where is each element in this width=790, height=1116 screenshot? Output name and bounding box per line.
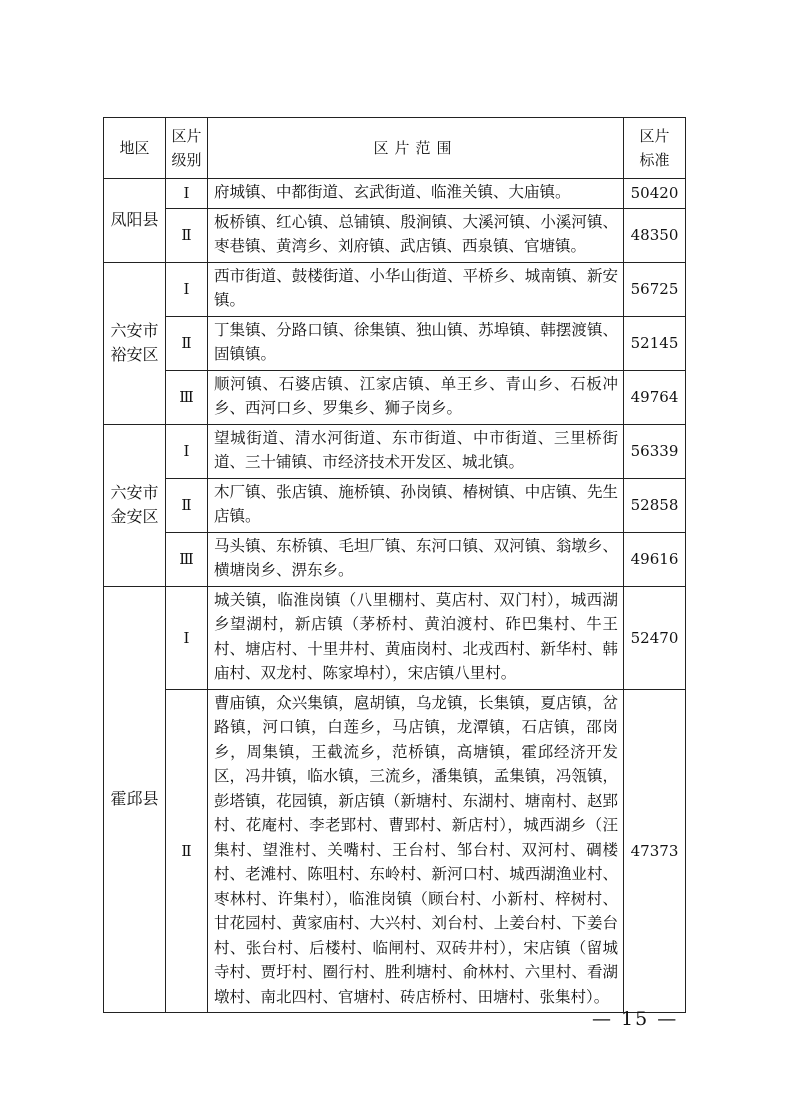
- standard-cell: 47373: [624, 689, 686, 1013]
- header-standard: 区片 标准: [624, 118, 686, 179]
- level-cell: Ⅰ: [166, 586, 208, 689]
- table-header-row: [104, 118, 686, 179]
- range-cell: 府城镇、中都街道、玄武街道、临淮关镇、大庙镇。: [208, 179, 624, 209]
- standard-cell: 56725: [624, 262, 686, 316]
- level-cell: Ⅱ: [166, 689, 208, 1013]
- range-cell: 曹庙镇，众兴集镇，扈胡镇，乌龙镇，长集镇，夏店镇，岔路镇，河口镇，白莲乡，马店镇，龙潭镇，石店镇，邵岗乡，周集镇，王截流乡，范桥镇，高塘镇，霍邱经济开发区，冯井镇，临水镇，三流乡，潘集镇，孟集镇，冯瓴镇，彭塔镇，花园镇，新店镇（新塘村、东湖村、塘南村、赵郢村、花庵村、李老郢村、曹郢村、新店村），城西湖乡（汪集村、望淮村、关嘴村、王台村、邹台村、双河村、碉楼村、老滩村、陈咀村、东岭村、新河口村、城西湖渔业村、枣林村、许集村），临淮岗镇（顾台村、小新村、梓树村、甘花园村、黄家庙村、大兴村、刘台村、上姜台村、下姜台村、张台村、后楼村、临闸村、双砖井村），宋店镇（留城寺村、贾圩村、圈行村、胜利塘村、俞林村、六里村、看湖墩村、南北四村、官塘村、砖店桥村、田塘村、张集村）。: [208, 689, 624, 1013]
- standard-cell: 49764: [624, 370, 686, 424]
- level-cell: Ⅱ: [166, 208, 208, 262]
- region-cell-yuan: 六安市 裕安区: [104, 262, 166, 424]
- region-cell-fengyang: 凤阳县: [104, 179, 166, 263]
- land-price-table-container: [103, 117, 685, 1013]
- table-row: [104, 689, 686, 1013]
- level-cell: Ⅰ: [166, 179, 208, 209]
- range-cell: 马头镇、东桥镇、毛坦厂镇、东河口镇、双河镇、翁墩乡、横塘岗乡、淠东乡。: [208, 532, 624, 586]
- range-cell: 城关镇，临淮岗镇（八里棚村、莫店村、双门村），城西湖乡望湖村，新店镇（茅桥村、黄泊渡村、砟巴集村、牛王村、塘店村、十里井村、黄庙岗村、北戎西村、新华村、韩庙村、双龙村、陈家埠村），宋店镇八里村。: [208, 586, 624, 689]
- page-number: — 15 —: [592, 1008, 679, 1030]
- header-range: 区片范围: [208, 118, 624, 179]
- level-cell: Ⅰ: [166, 262, 208, 316]
- table-row: [104, 478, 686, 532]
- standard-cell: 56339: [624, 424, 686, 478]
- standard-cell: 50420: [624, 179, 686, 209]
- region-cell-huoqiu: 霍邱县: [104, 586, 166, 1013]
- level-cell: Ⅲ: [166, 370, 208, 424]
- range-cell: 西市街道、鼓楼街道、小华山街道、平桥乡、城南镇、新安镇。: [208, 262, 624, 316]
- range-cell: 望城街道、清水河街道、东市街道、中市街道、三里桥街道、三十铺镇、市经济技术开发区、城北镇。: [208, 424, 624, 478]
- range-cell: 木厂镇、张店镇、施桥镇、孙岗镇、椿树镇、中店镇、先生店镇。: [208, 478, 624, 532]
- table-row: [104, 208, 686, 262]
- level-cell: Ⅰ: [166, 424, 208, 478]
- range-cell: 板桥镇、红心镇、总铺镇、殷涧镇、大溪河镇、小溪河镇、枣巷镇、黄湾乡、刘府镇、武店镇、西泉镇、官塘镇。: [208, 208, 624, 262]
- table-row: [104, 262, 686, 316]
- level-cell: Ⅱ: [166, 478, 208, 532]
- table-row: [104, 370, 686, 424]
- range-cell: 顺河镇、石婆店镇、江家店镇、单王乡、青山乡、石板冲乡、西河口乡、罗集乡、狮子岗乡。: [208, 370, 624, 424]
- land-price-table: [103, 117, 686, 1013]
- standard-cell: 52858: [624, 478, 686, 532]
- table-row: [104, 424, 686, 478]
- level-cell: Ⅱ: [166, 316, 208, 370]
- table-row: [104, 532, 686, 586]
- header-region: 地区: [104, 118, 166, 179]
- standard-cell: 52145: [624, 316, 686, 370]
- range-cell: 丁集镇、分路口镇、徐集镇、独山镇、苏埠镇、韩摆渡镇、固镇镇。: [208, 316, 624, 370]
- header-level: 区片 级别: [166, 118, 208, 179]
- level-cell: Ⅲ: [166, 532, 208, 586]
- table-row: [104, 179, 686, 209]
- standard-cell: 49616: [624, 532, 686, 586]
- standard-cell: 48350: [624, 208, 686, 262]
- table-row: [104, 316, 686, 370]
- standard-cell: 52470: [624, 586, 686, 689]
- region-cell-jinan: 六安市 金安区: [104, 424, 166, 586]
- table-row: [104, 586, 686, 689]
